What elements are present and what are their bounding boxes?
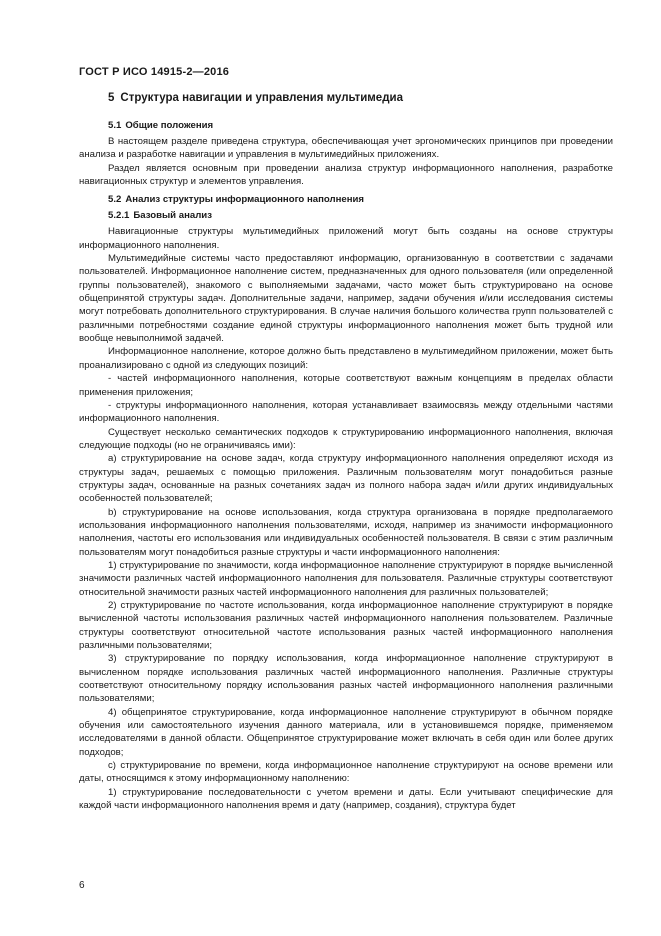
paragraph: В настоящем разделе приведена структура, обеспечивающая учет эргономических принципов при проведении анализа и разработке навигации и управления в мультимедийных приложениях. bbox=[79, 136, 613, 161]
list-item: 1) структурирование последовательности с учетом времени и даты. Если учитывают специфические для каждой части информационного наполнения время и дату (например, создания), структура будет bbox=[79, 786, 613, 812]
section-number: 5 bbox=[108, 92, 115, 104]
subsection-heading-5-1 bbox=[108, 119, 613, 132]
list-item: c) структурирование по времени, когда информационное наполнение структурируют на основе времени или даты, относящимся к этому информационному наполнению: bbox=[79, 760, 613, 785]
section-title: Структура навигации и управления мультимедиа bbox=[120, 92, 403, 104]
subsection-title: Анализ структуры информационного наполнения bbox=[125, 194, 365, 206]
subsection-heading-5-2-1 bbox=[108, 209, 613, 222]
list-item: 1) структурирование по значимости, когда информационное наполнение структурируют в порядке вычисленной значимости различных частей информационного наполнения для пользователя. Различные структуры соответствуют относительной значимости разных частей информационного наполнения для различных пользователей; bbox=[79, 559, 613, 598]
subsection-title: Общие положения bbox=[125, 120, 214, 131]
list-item: 4) общепринятое структурирование, когда информационное наполнение структурируют в обычном порядке обучения или самостоятельного изучения данного материала, или в установившемся порядке, применяемом исследователями в данной области. Общепринятое структурирование может включать в себя один или более других подходов; bbox=[79, 706, 613, 758]
page-number: 6 bbox=[79, 880, 85, 891]
subsection-number: 5.2.1 bbox=[108, 210, 130, 222]
subsection-heading-5-2 bbox=[108, 193, 613, 206]
page-content bbox=[79, 92, 613, 813]
paragraph: Мультимедийные системы часто предоставляют информацию, организованную в соответствии с задачами пользователей. Информационное наполнение систем, предназначенных для одного пользователя (или определенной группы пользователей), знакомого с выполняемыми задачами, часто может быть структурировано на основе общепринятой структуры задач. Дополнительные задачи, например, задачи обучения и/или исследования системы могут потребовать дополнительного структурирования. В случае наличия большого количества групп пользователей с различными потребностями создание единой структуры информационного наполнения может быть трудной или вообще невыполнимой задачей. bbox=[79, 253, 613, 345]
paragraph: Навигационные структуры мультимедийных приложений могут быть созданы на основе структуры информационного наполнения. bbox=[79, 226, 613, 251]
section-heading bbox=[108, 92, 613, 104]
list-item: - частей информационного наполнения, которые соответствуют важным концепциям в пределах области применения приложения; bbox=[79, 373, 613, 398]
paragraph: Раздел является основным при проведении анализа структур информационного наполнения, разработке навигационных структур и элементов управления. bbox=[79, 162, 613, 188]
subsection-number: 5.1 bbox=[108, 120, 122, 131]
list-item: 3) структурирование по порядку использования, когда информационное наполнение структурируют в вычисленном порядке использования различных частей информационного наполнения. Различные структуры соответствуют относительному порядку использования разных частей информационного наполнения различными пользователями; bbox=[79, 653, 613, 705]
list-item: b) структурирование на основе использования, когда структура организована в порядке предполагаемого использования информационного наполнения пользователями, исходя, например из значимости информационного наполнения, частоты его использования или индивидуальных особенностей пользователя. В связи с этим различным пользователям могут понадобиться разные структуры и части информационного наполнения: bbox=[79, 506, 613, 558]
document-header: ГОСТ Р ИСО 14915-2—2016 bbox=[79, 66, 230, 78]
subsection-title: Базовый анализ bbox=[133, 210, 212, 222]
list-item: - структуры информационного наполнения, которая устанавливает взаимосвязь между отдельными частями информационного наполнения. bbox=[79, 399, 613, 425]
paragraph: Информационное наполнение, которое должно быть представлено в мультимедийном приложении, может быть проанализировано с одной из следующих позиций: bbox=[79, 346, 613, 371]
paragraph: Существует несколько семантических подходов к структурированию информационного наполнения, включая следующие подходы (но не ограничиваясь ими): bbox=[79, 426, 613, 451]
subsection-number: 5.2 bbox=[108, 194, 122, 206]
list-item: 2) структурирование по частоте использования, когда информационное наполнение структурируют в порядке вычисленной частоты использования различных частей информационного наполнения пользователем. Различные структуры соответствуют относительной частоте использования разных частей информационного наполнения различными пользователями; bbox=[79, 600, 613, 652]
list-item: a) структурирование на основе задач, когда структуру информационного наполнения определяют исходя из структуры задач, решаемых с помощью приложения. Различным пользователям могут понадобиться разные структуры задач, основанные на разных сочетаниях задач из полного набора задач и/или других индивидуальных особенностей пользователей; bbox=[79, 453, 613, 505]
